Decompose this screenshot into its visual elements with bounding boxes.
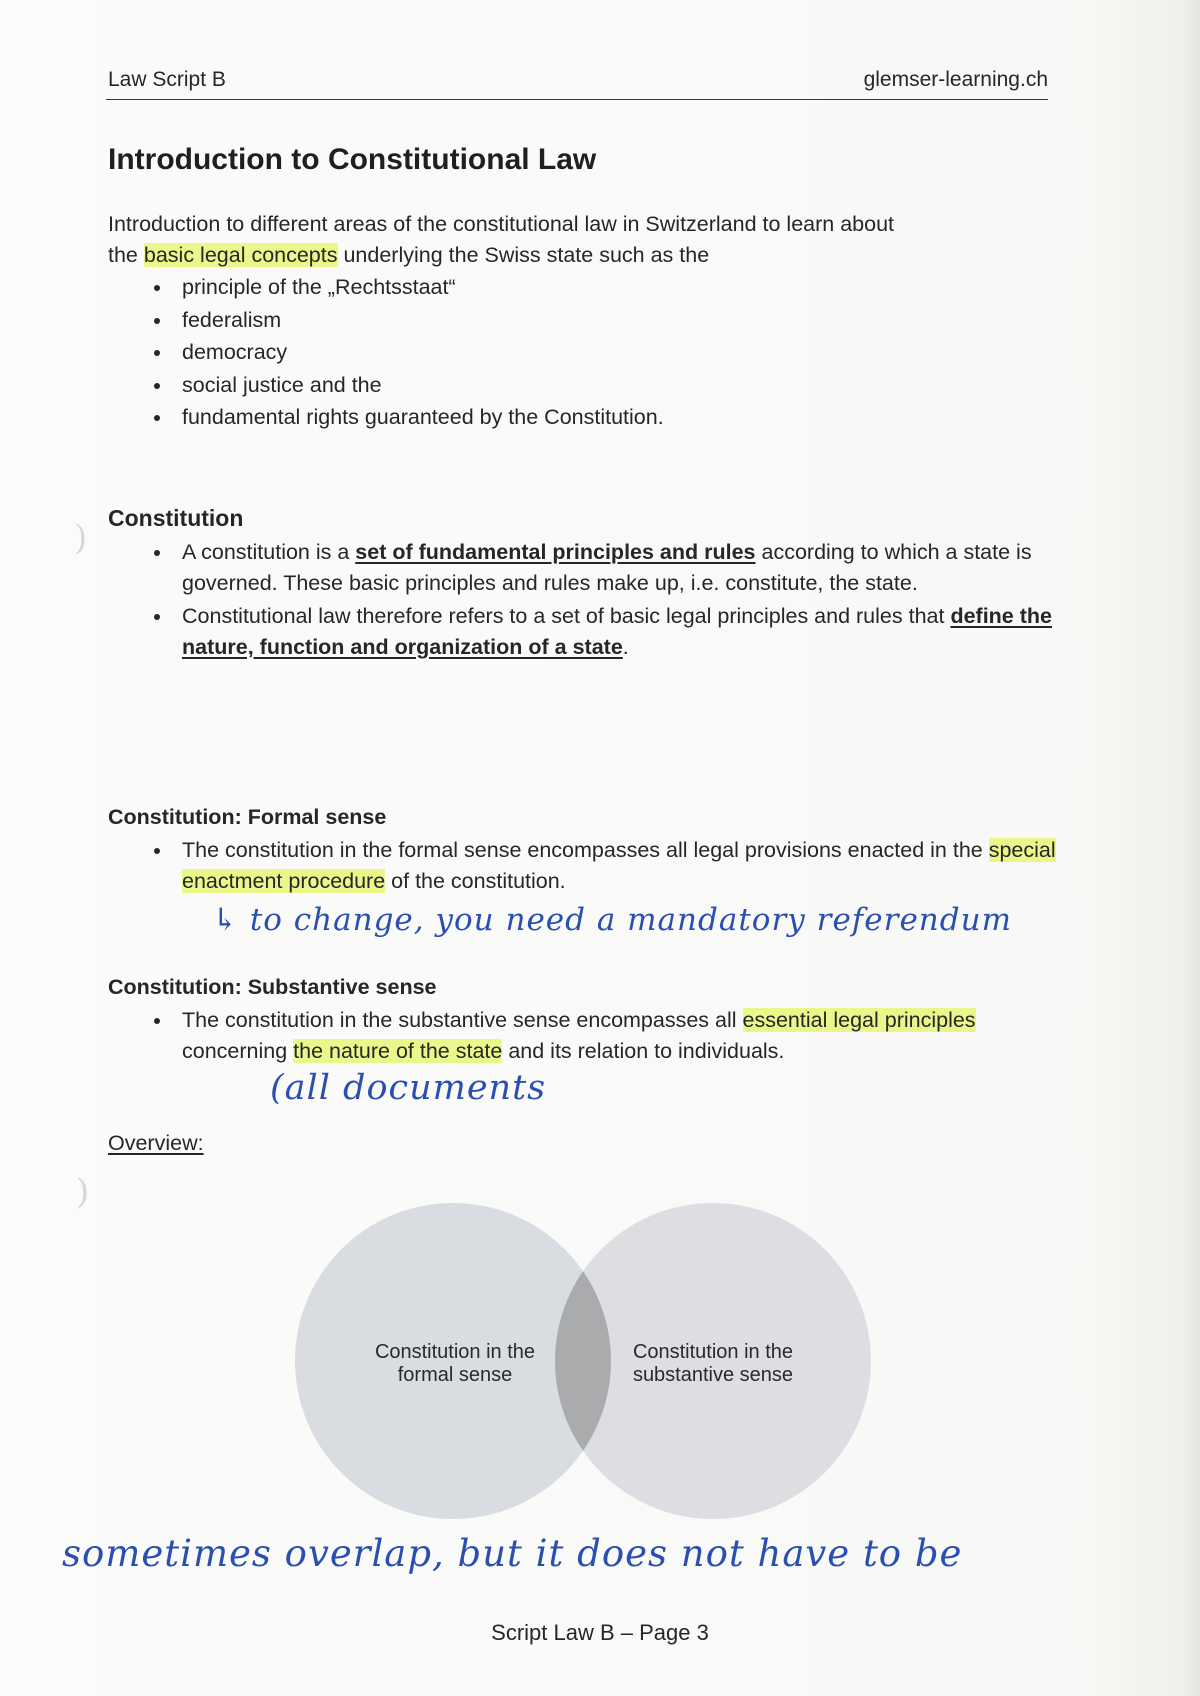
section-heading-formal: Constitution: Formal sense [108,805,387,829]
overview-label: Overview: [108,1131,204,1155]
page-footer: Script Law B – Page 3 [491,1620,709,1645]
section-heading-substantive: Constitution: Substantive sense [108,975,437,999]
list-item: democracy [108,337,664,368]
venn-label-substantive-2: substantive sense [632,1364,794,1386]
venn-label-substantive-1: Constitution in the [632,1341,794,1363]
bullet-text: concerning [182,1039,294,1063]
formal-bullet-list [108,835,1058,899]
handwritten-note-documents: (all documents [270,1068,547,1108]
handwritten-note-overlap: sometimes overlap, but it does not have to be [62,1532,963,1575]
highlight-basic-legal-concepts: basic legal concepts [143,243,338,267]
page-mark: ) [76,1172,90,1212]
intro-paragraph [108,209,894,271]
handwritten-note-referendum: ↳ to change, you need a mandatory referendum [212,902,1012,938]
bullet-text: of the constitution. [385,869,566,893]
list-item [108,601,1058,663]
substantive-bullet-list [108,1005,1058,1069]
header-title: Law Script B [108,68,226,91]
header-website: glemser-learning.ch [863,68,1048,91]
venn-diagram [295,1196,895,1526]
bullet-text: according to which a state is governed. These basic principles and rules make up, i.e. constitute, the state. [182,540,1032,595]
venn-label-formal-2: formal sense [397,1364,513,1386]
page-edge [1182,0,1200,1696]
venn-label-formal-1: Constitution in the [374,1341,536,1363]
bullet-text: The constitution in the formal sense encompasses all legal provisions enacted in the [182,838,989,862]
intro-bullet-list [108,272,664,435]
constitution-bullet-list [108,537,1058,664]
bullet-text: and its relation to individuals. [502,1039,785,1063]
bullet-text: A constitution is a [182,540,356,564]
list-item [108,835,1058,897]
list-item: principle of the „Rechtsstaat“ [108,272,664,303]
intro-text: underlying the Swiss state such as the [337,243,710,267]
emphasis-text: define the nature, function and organization of a state [182,603,1052,659]
highlight-essential-legal-principles: essential legal principles [742,1008,976,1032]
list-item: fundamental rights guaranteed by the Constitution. [108,402,664,433]
list-item: social justice and the [108,370,664,401]
emphasis-text: set of fundamental principles and rules [355,540,756,564]
page-title: Introduction to Constitutional Law [108,143,597,176]
list-item: federalism [108,305,664,336]
intro-line-2 [108,240,894,271]
bullet-text: . [622,634,629,659]
intro-text: the [108,243,144,267]
highlight-special-enactment: special enactment procedure [182,838,1056,893]
bullet-text: The constitution in the substantive sense encompasses all [182,1008,743,1032]
header-divider [106,99,1048,100]
highlight-nature-of-state: the nature of the state [293,1039,503,1063]
bullet-text: Constitutional law therefore refers to a set of basic legal principles and rules that [182,603,951,628]
page-mark: ) [74,518,88,558]
list-item [108,1005,1058,1067]
intro-line-1: Introduction to different areas of the constitutional law in Switzerland to learn about [108,212,895,236]
section-heading-constitution: Constitution [108,505,244,531]
list-item [108,537,1058,599]
